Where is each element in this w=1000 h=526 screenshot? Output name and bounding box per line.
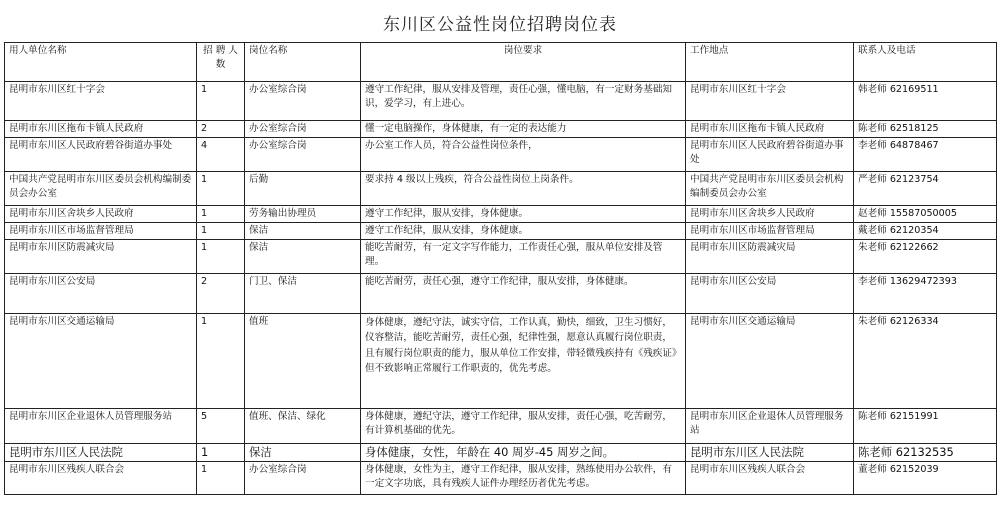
cell-post: 劳务输出协理员: [245, 206, 361, 223]
cell-unit: 昆明市东川区人民政府碧谷街道办事处: [5, 138, 197, 172]
table-row: [5, 462, 997, 495]
cell-count: 1: [197, 444, 245, 462]
page-title: 东川区公益性岗位招聘岗位表: [383, 15, 617, 35]
column-header-count: 招 聘 人数: [197, 43, 245, 82]
cell-count: 2: [197, 274, 245, 314]
column-header-contact: 联系人及电话: [854, 43, 997, 82]
cell-requirements: 懂一定电脑操作，身体健康，有一定的表达能力: [361, 121, 686, 138]
cell-post: 值班、保洁、绿化: [245, 409, 361, 444]
cell-contact: 李老师 64878467: [854, 138, 997, 172]
cell-requirements: 遵守工作纪律，服从安排，身体健康。: [361, 223, 686, 240]
cell-requirements: 要求持 4 级以上残疾，符合公益性岗位上岗条件。: [361, 172, 686, 206]
column-header-post: 岗位名称: [245, 43, 361, 82]
cell-count: 1: [197, 462, 245, 495]
cell-unit: 昆明市东川区交通运输局: [5, 314, 197, 409]
table-row: [5, 206, 997, 223]
cell-post: 保洁: [245, 444, 361, 462]
table-row: [5, 82, 997, 121]
cell-unit: 昆明市东川区残疾人联合会: [5, 462, 197, 495]
table-row: [5, 274, 997, 314]
cell-location: 中国共产党昆明市东川区委员会机构编制委员会办公室: [686, 172, 854, 206]
cell-location: 昆明市东川区交通运输局: [686, 314, 854, 409]
cell-unit: 昆明市东川区市场监督管理局: [5, 223, 197, 240]
cell-location: 昆明市东川区人民政府碧谷街道办事处: [686, 138, 854, 172]
cell-requirements: 身体健康，女性为主，遵守工作纪律，服从安排，熟练使用办公软件，有一定文字功底，具有残疾人证件办理经历者优先考虑。: [361, 462, 686, 495]
cell-unit: 昆明市东川区舍块乡人民政府: [5, 206, 197, 223]
table-row: [5, 314, 997, 409]
cell-contact: 陈老师 62132535: [854, 444, 997, 462]
recruitment-table: [4, 42, 997, 495]
cell-count: 1: [197, 314, 245, 409]
cell-contact: 董老师 62152039: [854, 462, 997, 495]
column-header-unit: 用人单位名称: [5, 43, 197, 82]
cell-requirements: 能吃苦耐劳，责任心强，遵守工作纪律，服从安排，身体健康。: [361, 274, 686, 314]
cell-contact: 严老师 62123754: [854, 172, 997, 206]
cell-requirements: 身体健康，女性，年龄在 40 周岁-45 周岁之间。: [361, 444, 686, 462]
cell-count: 5: [197, 409, 245, 444]
cell-count: 1: [197, 172, 245, 206]
cell-location: 昆明市东川区残疾人联合会: [686, 462, 854, 495]
cell-unit: 昆明市东川区企业退休人员管理服务站: [5, 409, 197, 444]
cell-requirements: 遵守工作纪律，服从安排及管理，责任心强，懂电脑，有一定财务基础知识，爱学习，有上进心。: [361, 82, 686, 121]
column-header-requirements: 岗位要求: [361, 43, 686, 82]
cell-count: 1: [197, 223, 245, 240]
table-header-row: [5, 43, 997, 82]
table-row: [5, 121, 997, 138]
cell-requirements: 能吃苦耐劳，有一定文字写作能力，工作责任心强，服从单位安排及管理。: [361, 240, 686, 274]
table-row: [5, 240, 997, 274]
cell-location: 昆明市东川区公安局: [686, 274, 854, 314]
cell-location: 昆明市东川区防震减灾局: [686, 240, 854, 274]
cell-contact: 李老师 13629472393: [854, 274, 997, 314]
cell-contact: 朱老师 62122662: [854, 240, 997, 274]
cell-post: 办公室综合岗: [245, 138, 361, 172]
cell-unit: 昆明市东川区公安局: [5, 274, 197, 314]
cell-unit: 中国共产党昆明市东川区委员会机构编制委员会办公室: [5, 172, 197, 206]
cell-location: 昆明市东川区人民法院: [686, 444, 854, 462]
cell-post: 门卫、保洁: [245, 274, 361, 314]
cell-contact: 韩老师 62169511: [854, 82, 997, 121]
cell-contact: 陈老师 62151991: [854, 409, 997, 444]
cell-count: 1: [197, 206, 245, 223]
table-row: [5, 172, 997, 206]
cell-contact: 朱老师 62126334: [854, 314, 997, 409]
cell-count: 2: [197, 121, 245, 138]
cell-post: 值班: [245, 314, 361, 409]
cell-post: 后勤: [245, 172, 361, 206]
cell-requirements: 遵守工作纪律，服从安排，身体健康。: [361, 206, 686, 223]
cell-location: 昆明市东川区舍块乡人民政府: [686, 206, 854, 223]
table-row: [5, 138, 997, 172]
cell-requirements: 办公室工作人员，符合公益性岗位条件，: [361, 138, 686, 172]
cell-contact: 戴老师 62120354: [854, 223, 997, 240]
cell-requirements: 身体健康，遵纪守法，遵守工作纪律，服从安排，责任心强，吃苦耐劳，有计算机基础的优先。: [361, 409, 686, 444]
cell-post: 办公室综合岗: [245, 121, 361, 138]
table-row: [5, 409, 997, 444]
cell-location: 昆明市东川区企业退休人员管理服务站: [686, 409, 854, 444]
cell-location: 昆明市东川区市场监督管理局: [686, 223, 854, 240]
cell-unit: 昆明市东川区红十字会: [5, 82, 197, 121]
cell-post: 保洁: [245, 240, 361, 274]
cell-contact: 陈老师 62518125: [854, 121, 997, 138]
table-row: [5, 444, 997, 462]
cell-contact: 赵老师 15587050005: [854, 206, 997, 223]
column-header-location: 工作地点: [686, 43, 854, 82]
cell-count: 1: [197, 82, 245, 121]
cell-requirements: 身体健康，遵纪守法，诚实守信，工作认真，勤快，细致，卫生习惯好，仪容整洁，能吃苦耐劳，责任心强，纪律性强，愿意认真履行岗位职责，且有履行岗位职责的能力，服从单位工作安排，带轻微残疾持有《残疾证》但不致影响正常履行工作职责的，优先考虑。: [361, 314, 686, 409]
cell-unit: 昆明市东川区防震减灾局: [5, 240, 197, 274]
cell-unit: 昆明市东川区人民法院: [5, 444, 197, 462]
table-row: [5, 223, 997, 240]
cell-count: 4: [197, 138, 245, 172]
cell-location: 昆明市东川区拖布卡镇人民政府: [686, 121, 854, 138]
cell-count: 1: [197, 240, 245, 274]
cell-unit: 昆明市东川区拖布卡镇人民政府: [5, 121, 197, 138]
cell-post: 办公室综合岗: [245, 462, 361, 495]
cell-location: 昆明市东川区红十字会: [686, 82, 854, 121]
cell-post: 保洁: [245, 223, 361, 240]
cell-post: 办公室综合岗: [245, 82, 361, 121]
